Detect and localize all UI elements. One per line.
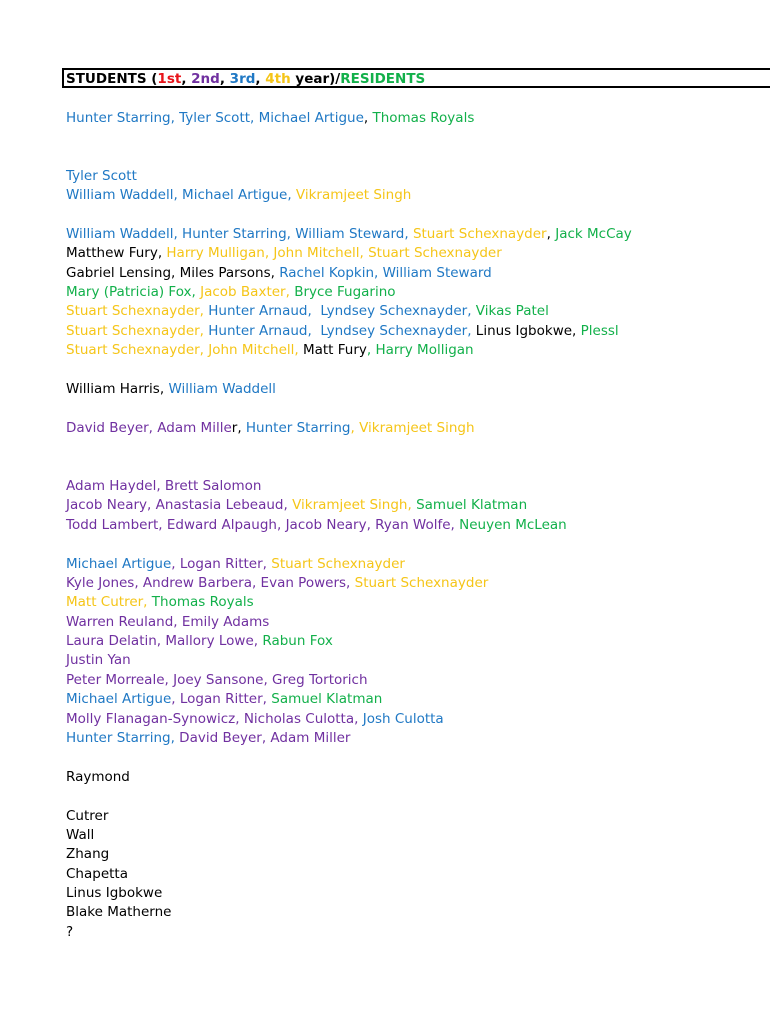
name-segment: Neuyen McLean	[459, 517, 567, 533]
list-item	[66, 613, 269, 631]
list-item	[66, 845, 109, 863]
name-segment: Blake Matherne	[66, 904, 172, 920]
list-item	[66, 729, 350, 747]
list-item	[66, 865, 128, 883]
name-segment: Jacob Baxter,	[200, 284, 295, 300]
name-segment: Jack McCay	[555, 226, 632, 242]
name-segment: Gabriel Lensing, Miles Parsons,	[66, 265, 280, 281]
list-item	[66, 923, 73, 941]
name-segment: Thomas Royals	[372, 110, 475, 126]
name-segment: Kyle Jones, Andrew Barbera, Evan Powers,	[66, 575, 355, 591]
name-segment: Hunter Arnaud, Lyndsey Schexnayder,	[208, 303, 476, 319]
name-segment: , Logan Ritter,	[171, 691, 272, 707]
name-segment: ,	[366, 342, 376, 358]
name-segment: Harry Mulligan, John Mitchell, Stuart Schexnayder	[166, 245, 502, 261]
header-segment: year)/	[290, 71, 341, 87]
name-segment: Vikramjeet Singh	[295, 187, 412, 203]
name-segment: Warren Reuland, Emily Adams	[66, 614, 270, 630]
list-item	[66, 109, 474, 127]
name-segment: Matt Cutrer,	[66, 594, 152, 610]
name-segment: Wall	[66, 827, 95, 843]
list-item	[66, 341, 474, 359]
name-segment: Mary (Patricia) Fox,	[66, 284, 201, 300]
list-item	[66, 574, 488, 592]
name-segment: Josh Culotta	[362, 711, 444, 727]
name-segment: Justin Yan	[66, 652, 131, 668]
list-item	[66, 419, 475, 437]
header-segment: ,	[255, 71, 266, 87]
header-segment: RESIDENTS	[340, 71, 426, 87]
name-segment: Hunter Starring	[245, 420, 351, 436]
name-segment: Tyler Scott	[66, 168, 137, 184]
name-segment: Samuel Klatman	[416, 497, 528, 513]
name-segment: Chapetta	[66, 866, 128, 882]
name-segment: David Beyer, Adam Miller	[179, 730, 351, 746]
header-segment: STUDENTS (	[66, 71, 158, 87]
list-item	[66, 651, 131, 669]
name-segment: Rachel Kopkin, William Steward	[279, 265, 492, 281]
name-segment: Adam Haydel, Brett Salomon	[66, 478, 262, 494]
name-segment: Thomas Royals	[151, 594, 254, 610]
list-item	[66, 516, 567, 534]
name-segment: Peter Morreale, Joey Sansone, Greg Tortorich	[66, 672, 368, 688]
name-segment: William Waddell, Michael Artigue,	[66, 187, 296, 203]
header-segment: ,	[181, 71, 192, 87]
list-item	[66, 884, 162, 902]
list-item	[66, 244, 502, 262]
list-item	[66, 322, 619, 340]
list-item	[66, 302, 549, 320]
name-segment: Stuart Schexnayder, John Mitchell,	[66, 342, 303, 358]
name-segment: Stuart Schexnayder	[412, 226, 547, 242]
name-segment: William Waddell	[168, 381, 276, 397]
list-item	[66, 186, 411, 204]
name-segment: ?	[66, 924, 74, 940]
name-segment: Linus Igbokwe,	[475, 323, 581, 339]
list-item	[66, 264, 492, 282]
header-segment: 1st	[157, 71, 182, 87]
name-segment: Stuart Schexnayder,	[66, 303, 209, 319]
list-item	[66, 283, 396, 301]
name-segment: Vikas Patel	[475, 303, 549, 319]
header-segment: 2nd	[191, 71, 220, 87]
name-segment: Linus Igbokwe	[66, 885, 163, 901]
list-item	[66, 807, 108, 825]
name-segment: Plessl	[580, 323, 619, 339]
name-segment: William Waddell, Hunter Starring, William Steward,	[66, 226, 413, 242]
name-segment: Michael Artigue	[66, 556, 172, 572]
name-segment: Vikramjeet Singh,	[292, 497, 417, 513]
name-segment: Vikramjeet Singh	[359, 420, 475, 436]
name-segment: Todd Lambert, Edward Alpaugh, Jacob Neary, Ryan Wolfe,	[66, 517, 460, 533]
list-item	[66, 477, 261, 495]
header-segment: ,	[219, 71, 230, 87]
name-segment: William Harris,	[66, 381, 169, 397]
name-segment: ,	[350, 420, 360, 436]
name-segment: Raymond	[66, 769, 130, 785]
name-segment: , Logan Ritter,	[171, 556, 272, 572]
name-segment: Stuart Schexnayder	[354, 575, 489, 591]
list-item	[66, 555, 405, 573]
list-item	[66, 710, 444, 728]
name-segment: Harry Molligan	[375, 342, 474, 358]
name-segment: Stuart Schexnayder,	[66, 323, 209, 339]
name-segment: ,	[546, 226, 556, 242]
list-item	[66, 690, 382, 708]
name-segment: r,	[231, 420, 246, 436]
header-segment: 4th	[265, 71, 291, 87]
list-item	[66, 380, 276, 398]
name-segment: Matt Fury	[302, 342, 367, 358]
name-segment: David Beyer, Adam Mille	[66, 420, 232, 436]
name-segment: Samuel Klatman	[271, 691, 383, 707]
name-segment: Matthew Fury,	[66, 245, 167, 261]
name-segment: Hunter Starring,	[66, 730, 180, 746]
name-segment: Stuart Schexnayder	[271, 556, 405, 572]
list-item	[66, 593, 254, 611]
section-header	[66, 71, 425, 87]
name-segment: Molly Flanagan-Synowicz, Nicholas Culotta,	[66, 711, 363, 727]
list-item	[66, 167, 137, 185]
name-segment: Hunter Arnaud, Lyndsey Schexnayder,	[208, 323, 476, 339]
list-item	[66, 496, 527, 514]
name-segment: Laura Delatin, Mallory Lowe,	[66, 633, 263, 649]
name-segment: Zhang	[66, 846, 110, 862]
name-segment: Rabun Fox	[262, 633, 333, 649]
name-segment: Hunter Starring, Tyler Scott, Michael Artigue	[66, 110, 364, 126]
list-item	[66, 225, 632, 243]
name-segment: Jacob Neary, Anastasia Lebeaud,	[66, 497, 293, 513]
list-item	[66, 671, 368, 689]
name-segment: Bryce Fugarino	[294, 284, 396, 300]
list-item	[66, 903, 171, 921]
list-item	[66, 768, 130, 786]
name-segment: ,	[363, 110, 373, 126]
name-segment: Michael Artigue	[66, 691, 172, 707]
header-segment: 3rd	[229, 71, 256, 87]
list-item	[66, 632, 333, 650]
list-item	[66, 826, 94, 844]
name-segment: Cutrer	[66, 808, 109, 824]
